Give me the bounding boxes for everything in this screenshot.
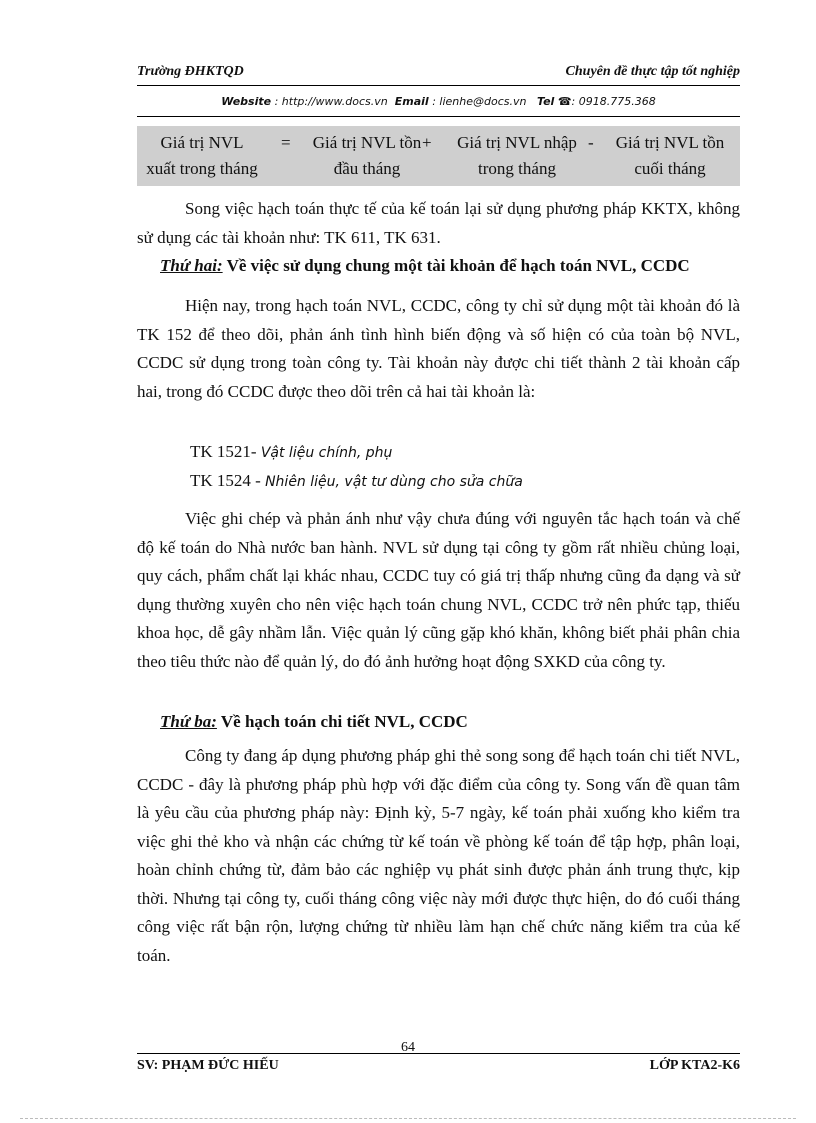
formula-term-import (437, 130, 597, 182)
website-value: : http://www.docs.vn (274, 95, 388, 108)
paragraph-recording: Việc ghi chép và phản ánh như vậy chưa đúng với nguyên tắc hạch toán và chế độ kế toán do Nhà nước ban hành. NVL sử dụng tại công ty gồm rất nhiều chủng loại, quy cách, phẩm chất lại khác nhau, CCDC tuy có giá trị thấp nhưng cũng đa dạng và sử dụng thường xuyên cho nên việc hạch toán chung NVL, CCDC trở nên phức tạp, thiếu khoa học, dễ gây nhầm lẫn. Việc quản lý cũng gặp khó khăn, không biết phải phân chia theo tiêu thức nào để quản lý, do đó ảnh hưởng hoạt động SXKD của công ty. (137, 509, 740, 671)
account-item-1524 (190, 471, 523, 491)
account-code: TK 1524 - (190, 471, 266, 490)
formula-box (137, 126, 740, 186)
email-label: Email (394, 95, 429, 108)
heading-lead: Thứ ba: (160, 712, 217, 731)
formula-minus: - (588, 133, 594, 152)
page-number: 64 (401, 1040, 415, 1055)
formula-plus: + (422, 133, 432, 152)
account-code: TK 1521- (190, 442, 261, 461)
formula-term-line: đầu tháng (333, 159, 401, 178)
paragraph-kktx: Song việc hạch toán thực tế của kế toán lại sử dụng phương pháp KKTX, không sử dụng các tài khoản như: TK 611, TK 631. (137, 199, 740, 247)
heading-lead: Thứ hai: (160, 256, 223, 275)
email-value: : lienhe@docs.vn (432, 95, 527, 108)
heading-text: Về hạch toán chi tiết NVL, CCDC (216, 712, 468, 731)
account-desc: Vật liệu chính, phụ (260, 445, 393, 461)
footer-rule (137, 1053, 740, 1054)
section-heading-third (160, 712, 468, 732)
account-desc: Nhiên liệu, vật tư dùng cho sửa chữa (265, 474, 523, 490)
school-name: Trường ĐHKTQD (137, 64, 244, 79)
formula-term-line: Giá trị NVL (160, 133, 244, 152)
report-subject: Chuyên đề thực tập tốt nghiệp (565, 64, 740, 79)
student-name: SV: PHẠM ĐỨC HIẾU (137, 1058, 279, 1073)
class-name: LỚP KTA2-K6 (649, 1058, 740, 1073)
formula-term-line: Giá trị NVL tồn (312, 133, 422, 152)
formula-term-export (137, 130, 267, 182)
heading-text: Về việc sử dụng chung một tài khoản để hạch toán NVL, CCDC (222, 256, 690, 275)
formula-term-line: Giá trị NVL tồn (615, 133, 725, 152)
formula-term-line: Giá trị NVL nhập (457, 133, 577, 152)
page-edge-dash (20, 1118, 796, 1119)
page-header (137, 64, 740, 84)
paragraph-detail-accounting: Công ty đang áp dụng phương pháp ghi thẻ song song để hạch toán chi tiết NVL, CCDC - đây là phương pháp phù hợp với đặc điểm của công ty. Song vấn đề quan tâm là yêu cầu của phương pháp này: Định kỳ, 5-7 ngày, kế toán phải xuống kho kiểm tra việc ghi thẻ kho và nhận các chứng từ kế toán về phòng kế toán để tập hợp, phân loại, hoàn chỉnh chứng từ, đảm bảo các nghiệp vụ phát sinh được phản ánh trung thực, kịp thời. Nhưng tại công ty, cuối tháng công việc này mới được thực hiện, do đó cuối tháng công việc rất bận rộn, lượng chứng từ nhiều làm hạn chế chức năng kiểm tra của kế toán. (137, 746, 740, 965)
paragraph-current-practice: Hiện nay, trong hạch toán NVL, CCDC, công ty chỉ sử dụng một tài khoản đó là TK 152 để theo dõi, phản ánh tình hình biến động và số hiện có của toàn bộ NVL, CCDC sử dụng trong toàn công ty. Tài khoản này được chi tiết thành 2 tài khoản cấp hai, trong đó CCDC được theo dõi trên cả hai tài khoản là: (137, 296, 740, 401)
formula-term-closing (600, 130, 740, 182)
formula-term-line: trong tháng (478, 159, 556, 178)
formula-equals: = (281, 133, 291, 152)
header-rule (137, 85, 740, 86)
formula-term-line: cuối tháng (634, 159, 706, 178)
contact-line (137, 95, 740, 108)
tel-label: Tel (536, 95, 555, 108)
section-heading-second (160, 256, 690, 276)
account-item-1521 (190, 442, 392, 462)
tel-value: : 0918.775.368 (571, 95, 656, 108)
website-label: Website (221, 95, 272, 108)
phone-icon: ☎ (557, 95, 572, 108)
contact-rule (137, 116, 740, 117)
formula-term-line: xuất trong tháng (146, 159, 258, 178)
